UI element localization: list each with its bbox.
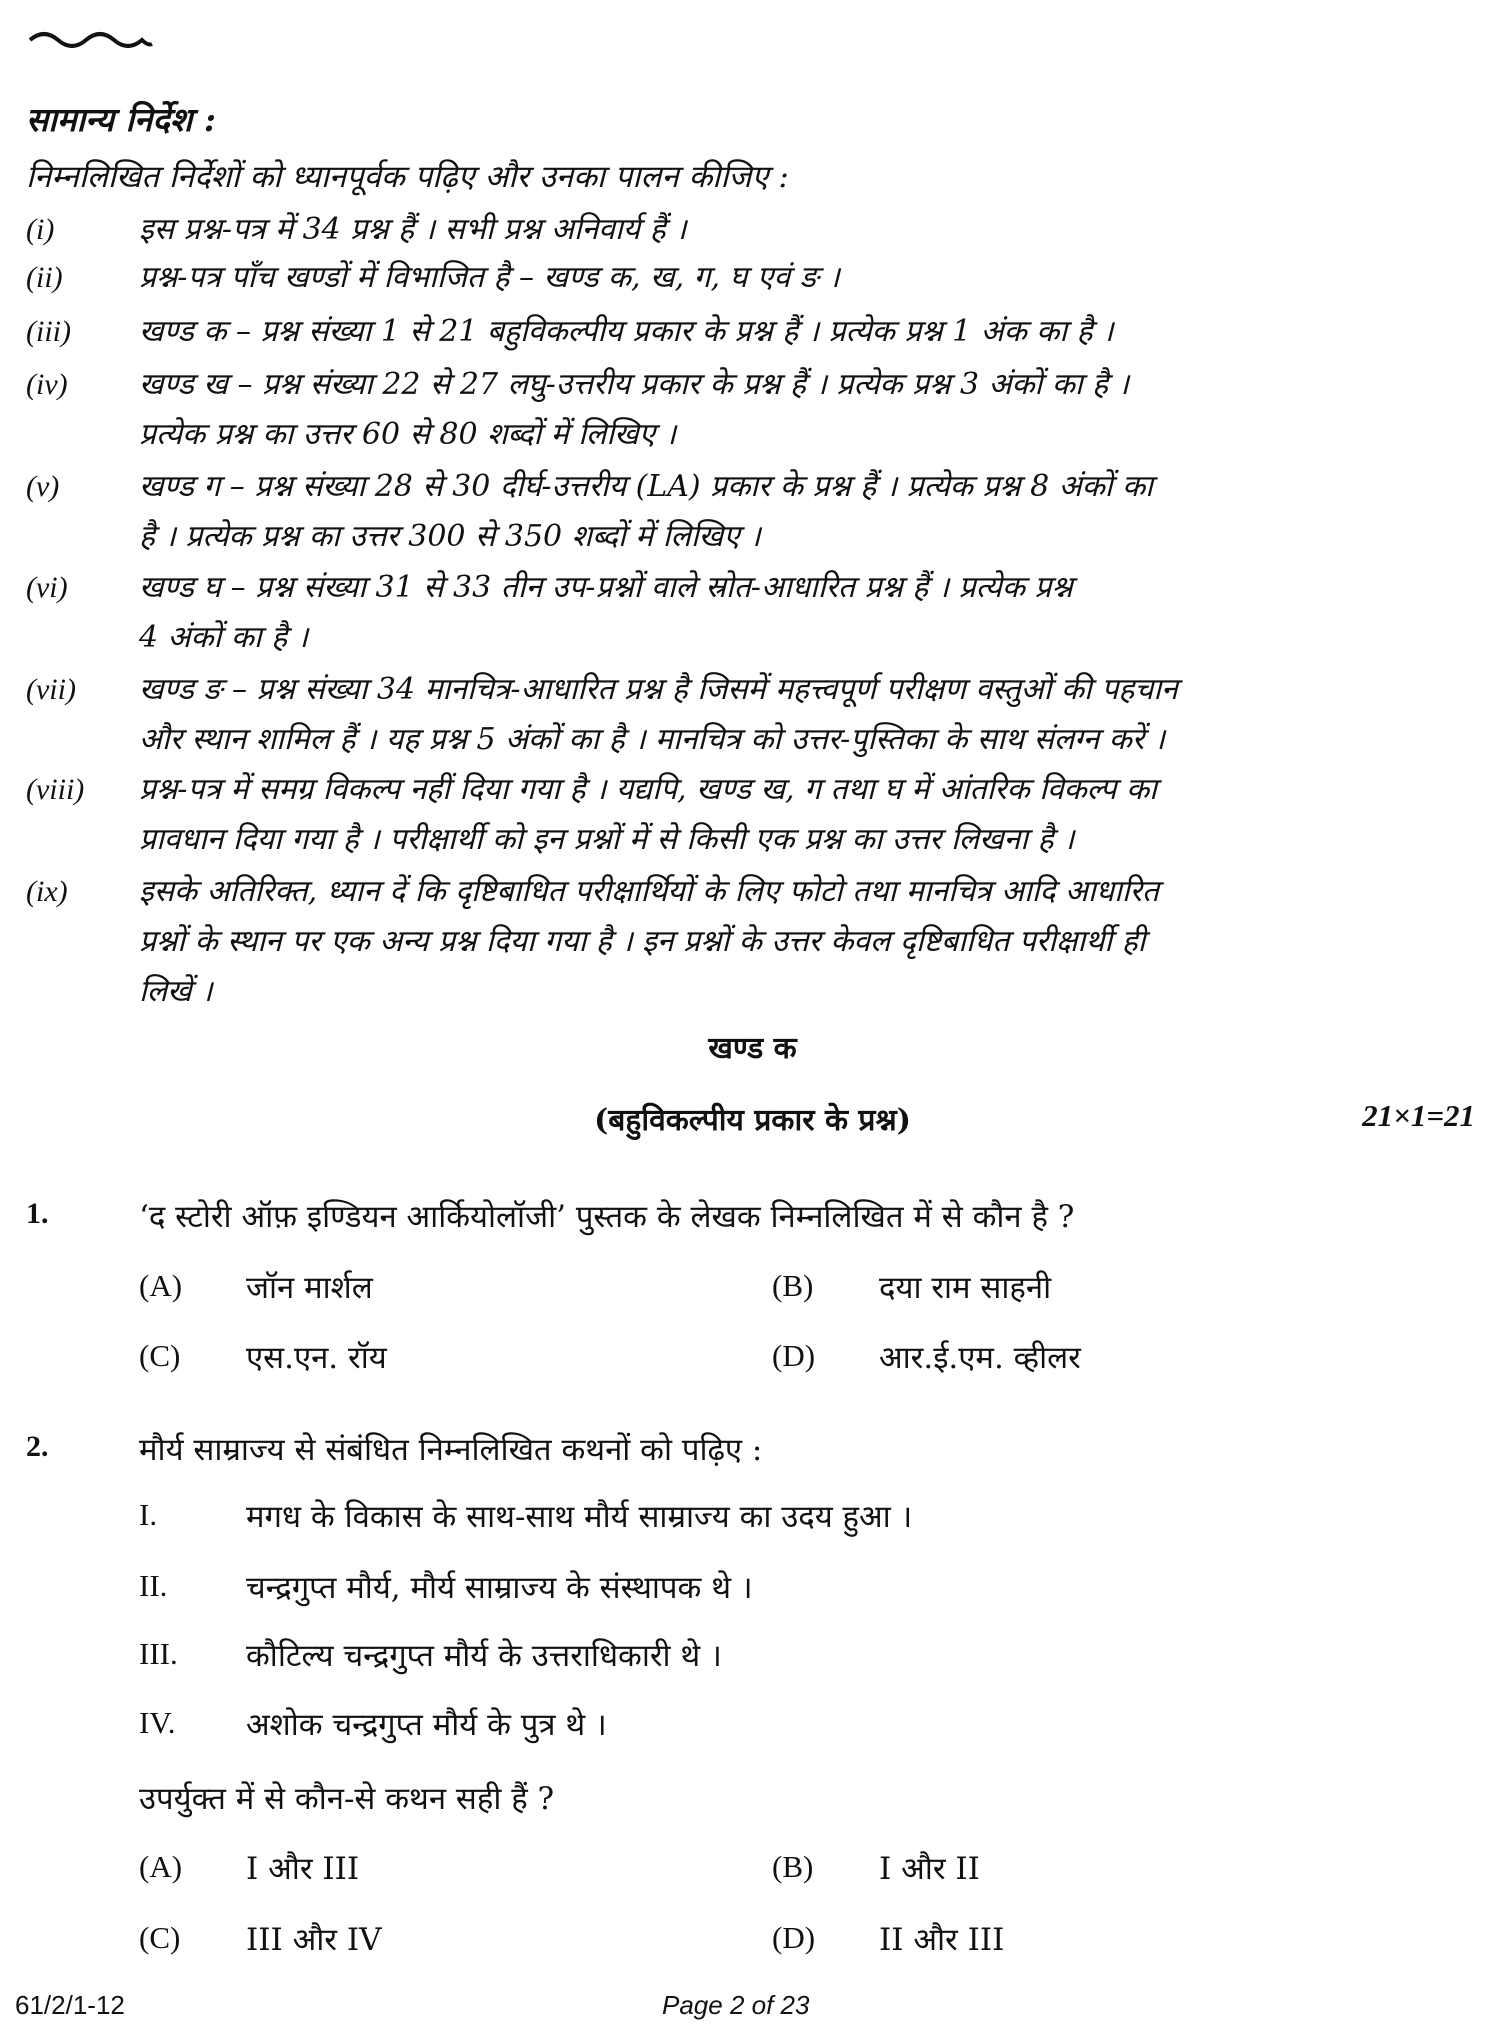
statement-text: कौटिल्य चन्द्रगुप्त मौर्य के उत्तराधिकारी थे । [246, 1638, 722, 1674]
instruction-label: (v) [26, 470, 60, 503]
option-text[interactable]: एस.एन. रॉय [246, 1340, 387, 1376]
statement-label: III. [139, 1636, 178, 1671]
option-text[interactable]: आर.ई.एम. व्हीलर [879, 1340, 1081, 1376]
option-label: (D) [772, 1338, 816, 1373]
option-label: (A) [139, 1849, 183, 1884]
paper-code: 61/2/1-12 [15, 1990, 125, 2020]
option-label: (C) [139, 1338, 181, 1373]
page-number: Page 2 of 23 [662, 1990, 810, 2020]
instruction-text: प्रश्न-पत्र में समग्र विकल्प नहीं दिया गया है । यद्यपि, खण्ड ख, ग तथा घ में आंतरिक विकल्प का प्रावधान दिया गया है । परीक्षार्थी को इन प्रश्नों में से किसी एक प्रश्न का उत्तर लिखना है । [139, 772, 1157, 857]
general-instructions-heading: सामान्य निर्देश : [26, 100, 216, 139]
instruction-text: खण्ड ख – प्रश्न संख्या 22 से 27 लघु-उत्तरीय प्रकार के प्रश्न हैं । प्रत्येक प्रश्न 3 अंकों का है । प्रत्येक प्रश्न का उत्तर 60 से 80 शब्दों में लिखिए । [139, 367, 1130, 452]
statement-label: IV. [139, 1705, 176, 1740]
instruction-label: (iii) [26, 315, 71, 348]
instruction-text: खण्ड ङ – प्रश्न संख्या 34 मानचित्र-आधारित प्रश्न है जिसमें महत्त्वपूर्ण परीक्षण वस्तुओं की पहचान और स्थान शामिल हैं । यह प्रश्न 5 अंकों का है । मानचित्र को उत्तर-पुस्तिका के साथ संलग्न करें । [139, 672, 1178, 757]
instruction-label: (ii) [26, 261, 63, 294]
option-label: (C) [139, 1920, 181, 1955]
instructions-intro: निम्नलिखित निर्देशों को ध्यानपूर्वक पढ़िए और उनका पालन कीजिए : [26, 159, 789, 195]
statement-text: चन्द्रगुप्त मौर्य, मौर्य साम्राज्य के संस्थापक थे । [246, 1570, 753, 1606]
statement-label: II. [139, 1568, 168, 1603]
instruction-text: खण्ड ग – प्रश्न संख्या 28 से 30 दीर्घ-उत्तरीय (LA) प्रकार के प्रश्न हैं । प्रत्येक प्रश्न 8 अंकों का है । प्रत्येक प्रश्न का उत्तर 300 से 350 शब्दों में लिखिए । [139, 469, 1153, 554]
instruction-text: खण्ड घ – प्रश्न संख्या 31 से 33 तीन उप-प्रश्नों वाले स्रोत-आधारित प्रश्न हैं । प्रत्येक प्रश्न 4 अंकों का है । [139, 570, 1073, 655]
instruction-label: (vii) [26, 673, 76, 706]
section-subtitle: (बहुविकल्पीय प्रकार के प्रश्न) [594, 1103, 911, 1138]
instruction-label: (i) [26, 213, 55, 246]
option-label: (B) [772, 1268, 814, 1303]
instruction-label: (iv) [26, 368, 68, 401]
instruction-label: (vi) [26, 571, 68, 604]
statement-label: I. [139, 1497, 158, 1532]
option-text[interactable]: दया राम साहनी [879, 1270, 1052, 1306]
question-text: ‘द स्टोरी ऑफ़ इण्डियन आर्कियोलॉजी’ पुस्तक के लेखक निम्नलिखित में से कौन है ? [139, 1199, 1075, 1235]
question-number: 1. [26, 1197, 49, 1230]
option-text[interactable]: I और II [879, 1851, 980, 1887]
wave-ornament-icon [26, 26, 156, 56]
section-marks: 21×1=21 [1362, 1098, 1475, 1133]
instruction-text: इसके अतिरिक्त, ध्यान दें कि दृष्टिबाधित परीक्षार्थियों के लिए फोटो तथा मानचित्र आदि आधारित प्रश्नों के स्थान पर एक अन्य प्रश्न दिया गया है । इन प्रश्नों के उत्तर केवल दृष्टिबाधित परीक्षार्थी ही लिखें । [139, 874, 1160, 1009]
instruction-text: प्रश्न-पत्र पाँच खण्डों में विभाजित है – खण्ड क, ख, ग, घ एवं ङ । [139, 260, 840, 295]
instruction-label: (viii) [26, 773, 85, 806]
option-label: (A) [139, 1268, 183, 1303]
option-label: (B) [772, 1849, 814, 1884]
option-text[interactable]: जॉन मार्शल [246, 1270, 373, 1306]
section-title: खण्ड क [708, 1031, 797, 1066]
option-text[interactable]: III और IV [246, 1922, 382, 1958]
question-number: 2. [26, 1430, 49, 1463]
option-text[interactable]: I और III [246, 1851, 360, 1887]
option-label: (D) [772, 1920, 816, 1955]
statement-text: अशोक चन्द्रगुप्त मौर्य के पुत्र थे । [246, 1707, 607, 1743]
question-prompt: उपर्युक्त में से कौन-से कथन सही हैं ? [139, 1781, 555, 1817]
option-text[interactable]: II और III [879, 1922, 1005, 1958]
instruction-text: खण्ड क – प्रश्न संख्या 1 से 21 बहुविकल्पीय प्रकार के प्रश्न हैं । प्रत्येक प्रश्न 1 अंक का है । [139, 314, 1114, 349]
instruction-text: इस प्रश्न-पत्र में 34 प्रश्न हैं । सभी प्रश्न अनिवार्य हैं । [139, 212, 687, 247]
statement-text: मगध के विकास के साथ-साथ मौर्य साम्राज्य का उदय हुआ । [246, 1499, 913, 1535]
instruction-label: (ix) [26, 875, 68, 908]
question-text: मौर्य साम्राज्य से संबंधित निम्नलिखित कथनों को पढ़िए : [139, 1432, 763, 1468]
